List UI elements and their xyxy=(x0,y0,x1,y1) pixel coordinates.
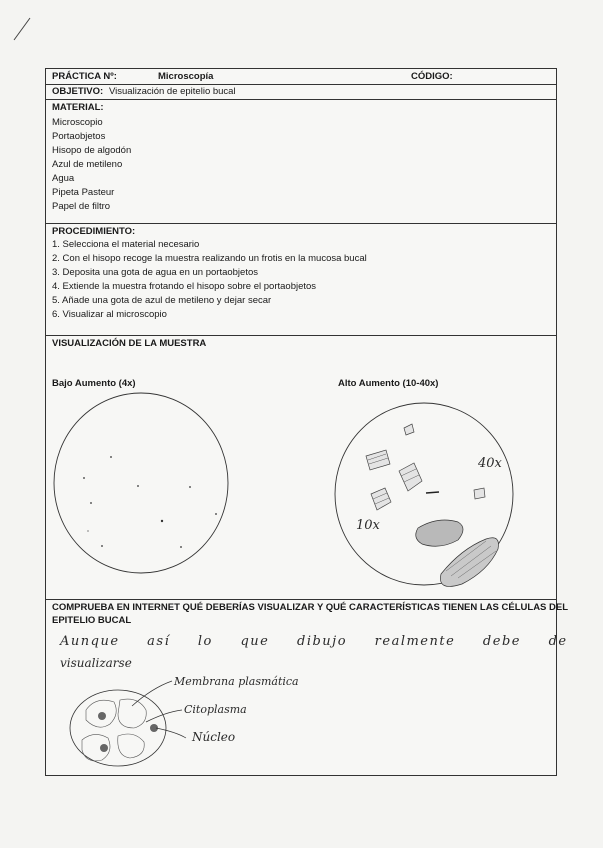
practica-row xyxy=(46,69,556,85)
handwritten-40x-label: 40x xyxy=(478,456,502,471)
handwritten-10x-label: 10x xyxy=(356,518,380,533)
pen-stroke-mark xyxy=(12,14,42,44)
low-magnification-label: Bajo Aumento (4x) xyxy=(52,378,136,389)
procedimiento-step: 3. Deposita una gota de agua en un portaobjetos xyxy=(52,267,258,278)
procedimiento-section xyxy=(46,224,556,336)
comprueba-section xyxy=(46,600,569,777)
visualizacion-section xyxy=(46,336,556,600)
material-section xyxy=(46,100,556,224)
label-nucleo: Núcleo xyxy=(192,730,236,744)
comprueba-title-line2: EPITELIO BUCAL xyxy=(52,615,132,626)
procedimiento-step: 2. Con el hisopo recoge la muestra realizando un frotis en la mucosa bucal xyxy=(52,253,367,264)
material-item: Portaobjetos xyxy=(52,131,106,142)
codigo-label: CÓDIGO: xyxy=(411,71,453,82)
objetivo-label: OBJETIVO: xyxy=(52,86,104,97)
practica-label: PRÁCTICA Nº: xyxy=(52,71,117,82)
practica-value: Microscopía xyxy=(158,71,214,82)
procedimiento-step: 6. Visualizar al microscopio xyxy=(52,309,167,320)
objetivo-row xyxy=(46,85,556,100)
handwritten-note-line2: visualizarse xyxy=(60,656,132,670)
comprueba-title-line1: COMPRUEBA EN INTERNET QUÉ DEBERÍAS VISUALIZAR Y QUÉ CARACTERÍSTICAS TIENEN LAS CÉLULAS DEL xyxy=(52,602,569,613)
visualizacion-title: VISUALIZACIÓN DE LA MUESTRA xyxy=(52,338,207,349)
label-citoplasma: Citoplasma xyxy=(184,703,247,716)
label-membrana-plasmatica: Membrana plasmática xyxy=(174,675,299,688)
material-item: Azul de metileno xyxy=(52,159,123,170)
procedimiento-step: 1. Selecciona el material necesario xyxy=(52,239,200,250)
material-item: Microscopio xyxy=(52,117,103,128)
material-item: Pipeta Pasteur xyxy=(52,187,115,198)
epithelial-cells-sketch xyxy=(46,600,558,777)
material-title: MATERIAL: xyxy=(52,102,104,113)
handwritten-note-line1: Aunque así lo que dibujo realmente debe de xyxy=(60,634,568,649)
lab-worksheet xyxy=(45,68,569,776)
material-item: Agua xyxy=(52,173,75,184)
material-item: Papel de filtro xyxy=(52,201,111,212)
procedimiento-step: 5. Añade una gota de azul de metileno y dejar secar xyxy=(52,295,272,306)
high-magnification-label: Alto Aumento (10-40x) xyxy=(338,378,439,389)
objetivo-value: Visualización de epitelio bucal xyxy=(109,86,236,97)
procedimiento-step: 4. Extiende la muestra frotando el hisopo sobre el portaobjetos xyxy=(52,281,317,292)
material-item: Hisopo de algodón xyxy=(52,145,132,156)
procedimiento-title: PROCEDIMIENTO: xyxy=(52,226,136,237)
